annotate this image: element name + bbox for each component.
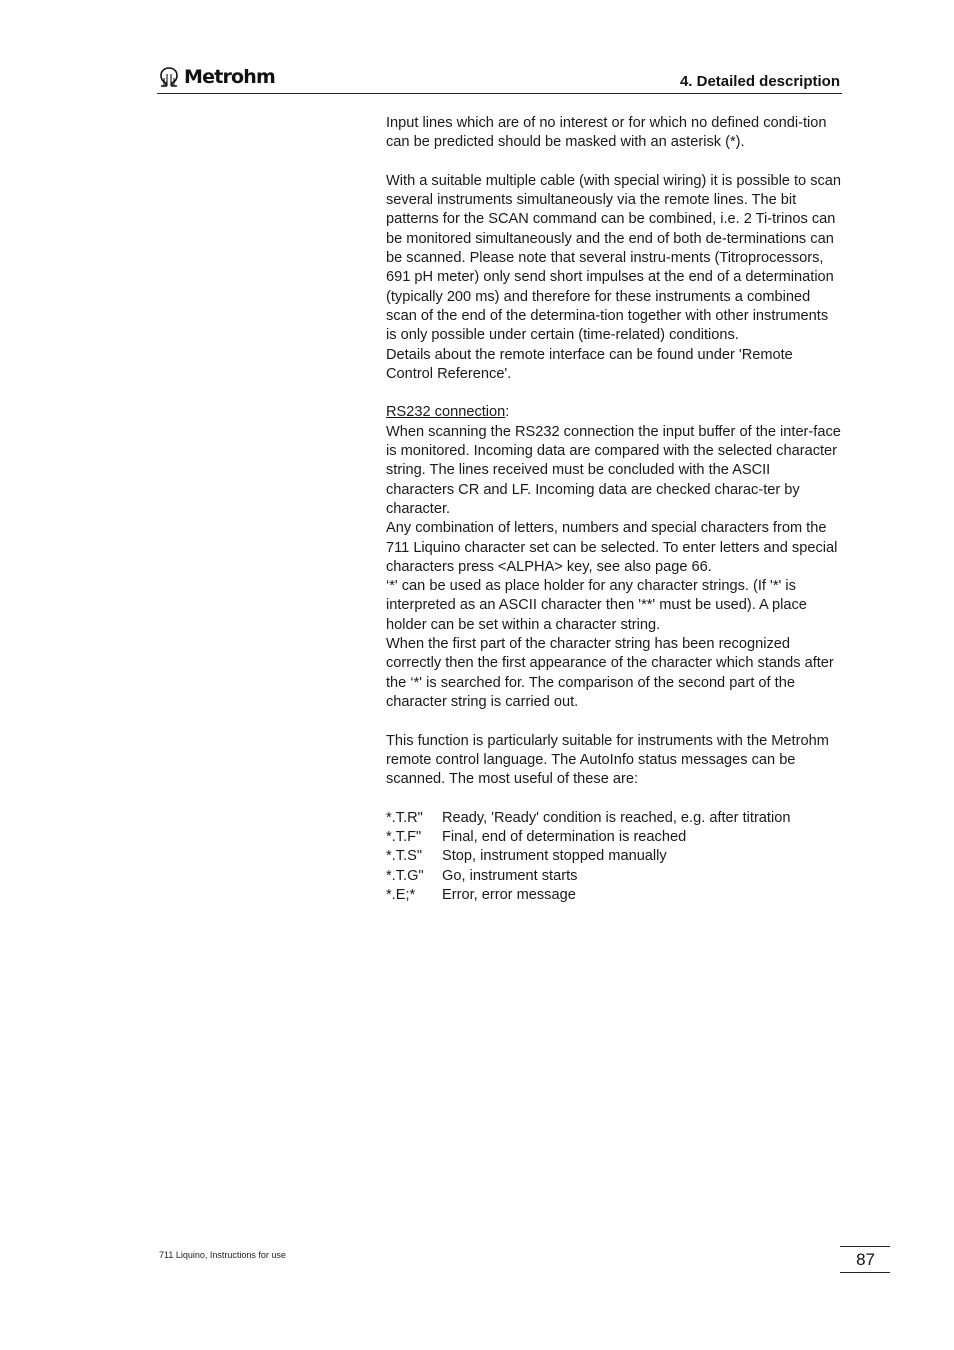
paragraph-autoinfo: This function is particularly suitable for instruments with the Metrohm remote control language. The AutoInfo status messages can be scanned. The most useful of these are: bbox=[386, 732, 829, 788]
status-code: *.T.R" bbox=[386, 809, 423, 826]
status-code: *.T.G" bbox=[386, 867, 424, 884]
spacer bbox=[386, 712, 842, 731]
logo-text: Metrohm bbox=[184, 66, 276, 88]
status-description: Final, end of determination is reached bbox=[442, 828, 687, 845]
page-number: 87 bbox=[840, 1246, 890, 1273]
footer-document-title: 711 Liquino, Instructions for use bbox=[159, 1250, 286, 1260]
status-message-row bbox=[386, 828, 842, 847]
paragraph-rs232-scanning: When scanning the RS232 connection the input buffer of the inter-face is monitored. Incoming data are compared with the selected character string. The lines received must be concluded with the ASCII characters CR and LF. Incoming data are checked charac-ter by character. bbox=[386, 423, 841, 517]
status-message-row bbox=[386, 847, 842, 866]
header-divider bbox=[157, 93, 842, 94]
status-description: Error, error message bbox=[442, 886, 576, 903]
omega-icon bbox=[157, 66, 181, 88]
paragraph-character-set: Any combination of letters, numbers and special characters from the 711 Liquino character set can be selected. To enter letters and special characters press <ALPHA> key, see also page 66. bbox=[386, 520, 838, 575]
spacer bbox=[386, 384, 842, 403]
chapter-title: 4. Detailed description bbox=[679, 73, 840, 90]
status-code: *.E;* bbox=[386, 886, 416, 903]
rs232-heading-colon: : bbox=[505, 404, 510, 421]
status-message-row bbox=[386, 809, 842, 828]
status-description: Stop, instrument stopped manually bbox=[442, 848, 667, 865]
status-message-row bbox=[386, 867, 842, 886]
spacer bbox=[386, 153, 842, 172]
rs232-heading: RS232 connection bbox=[386, 404, 506, 421]
metrohm-logo bbox=[157, 66, 275, 88]
rs232-heading-line bbox=[386, 403, 842, 422]
status-code: *.T.F" bbox=[386, 828, 422, 845]
main-text bbox=[386, 114, 842, 905]
paragraph-masking: Input lines which are of no interest or for which no defined condi-tion can be predicted should be masked with an asterisk (*). bbox=[386, 115, 827, 151]
spacer bbox=[386, 789, 842, 808]
status-message-row bbox=[386, 886, 842, 905]
paragraph-placeholder: ‘*' can be used as place holder for any character strings. (If '*' is interpreted as an ASCII character then '**' must be used). A place holder can be set within a character string. bbox=[386, 578, 807, 633]
paragraph-remote-reference: Details about the remote interface can be found under 'Remote Control Reference'. bbox=[386, 346, 793, 382]
status-code: *.T.S" bbox=[386, 848, 422, 865]
status-description: Ready, 'Ready' condition is reached, e.g. after titration bbox=[442, 809, 791, 826]
paragraph-multiple-cable: With a suitable multiple cable (with special wiring) it is possible to scan several instruments simultaneously via the remote lines. The bit patterns for the SCAN command can be combined, i.e. 2 Ti-trinos can be monitored simultaneously and the end of both de-terminations can be scanned. Please note that several instru-ments (Titroprocessors, 691 pH meter) only send short impulses at the end of a determination (typically 200 ms) and therefore for these instruments a combined scan of the end of the determina-tion together with other instruments is only possible under certain (time-related) conditions. bbox=[386, 172, 842, 344]
status-description: Go, instrument starts bbox=[442, 867, 578, 884]
paragraph-comparison: When the first part of the character string has been recognized correctly then the first appearance of the character which stands after the ‘*' is searched for. The comparison of the second part of the character string is carried out. bbox=[386, 636, 834, 710]
status-message-list bbox=[386, 809, 842, 905]
